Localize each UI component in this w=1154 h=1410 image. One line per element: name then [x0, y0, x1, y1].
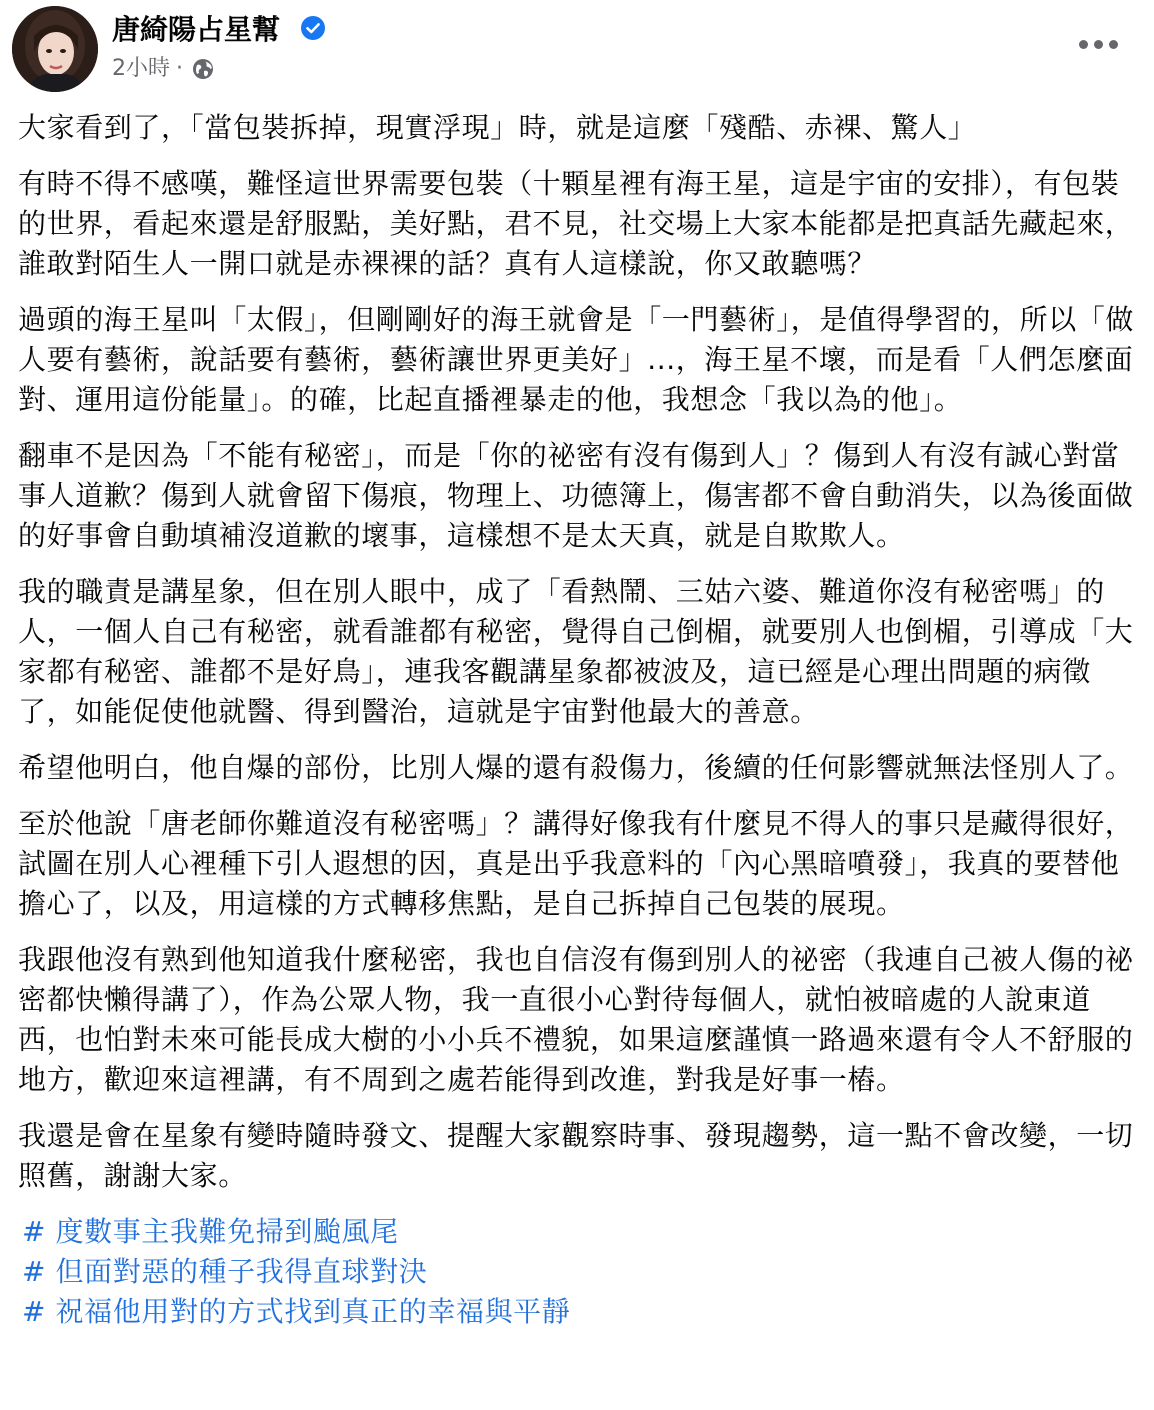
author-name-text[interactable]: 唐綺陽占星幫	[112, 13, 281, 46]
post-paragraph: 我的職責是講星象，但在別人眼中，成了「看熱鬧、三姑六婆、難道你沒有秘密嗎」的人，一個人自己有秘密，就看誰都有秘密，覺得自己倒楣，就要別人也倒楣，引導成「大家都有秘密、誰都不是好鳥」，連我客觀講星象都被波及，這已經是心理出問題的病徵了，如能促使他就醫、得到醫治，這就是宇宙對他最大的善意。	[18, 575, 1134, 728]
more-options-button[interactable]	[1066, 20, 1130, 68]
verified-badge-icon	[300, 15, 326, 41]
author-photo	[12, 6, 98, 92]
post-body	[18, 108, 1134, 1332]
post-header	[0, 0, 1154, 96]
post-paragraph: 過頭的海王星叫「太假」，但剛剛好的海王就會是「一門藝術」，是值得學習的，所以「做人要有藝術，說話要有藝術，藝術讓世界更美好」...，海王星不壞，而是看「人們怎麼面對、運用這份能量」。的確，比起直播裡暴走的他，我想念「我以為的他」。	[18, 303, 1135, 416]
hashtag-list	[18, 1212, 1134, 1332]
post-paragraph: 我還是會在星象有變時隨時發文、提醒大家觀察時事、發現趨勢，這一點不會改變，一切照舊，謝謝大家。	[18, 1119, 1134, 1192]
post-meta	[112, 54, 215, 84]
more-options-icon	[1079, 40, 1088, 49]
post-paragraph: 至於他說「唐老師你難道沒有秘密嗎」？講得好像我有什麼見不得人的事只是藏得很好，試圖在別人心裡種下引人遐想的因，真是出乎我意料的「內心黑暗噴發」，我真的要替他擔心了，以及，用這樣的方式轉移焦點，是自己拆掉自己包裝的展現。	[18, 807, 1134, 920]
more-options-icon-dot	[1094, 40, 1103, 49]
hashtag-link[interactable]: # 度數事主我難免掃到颱風尾	[22, 1215, 399, 1248]
post-paragraph: 翻車不是因為「不能有秘密」，而是「你的祕密有沒有傷到人」？傷到人有沒有誠心對當事人道歉？傷到人就會留下傷痕，物理上、功德簿上，傷害都不會自動消失，以為後面做的好事會自動填補沒道歉的壞事，這樣想不是太天真，就是自欺欺人。	[18, 439, 1134, 552]
globe-icon[interactable]	[191, 57, 215, 81]
post-paragraph: 有時不得不感嘆，難怪這世界需要包裝（十顆星裡有海王星，這是宇宙的安排），有包裝的世界，看起來還是舒服點，美好點，君不見，社交場上大家本能都是把真話先藏起來，誰敢對陌生人一開口就是赤裸裸的話？真有人這樣說，你又敢聽嗎？	[18, 167, 1134, 280]
post-paragraph: 大家看到了，「當包裝拆掉，現實浮現」時，就是這麼「殘酷、赤裸、驚人」	[18, 111, 977, 144]
more-options-icon-dot	[1109, 40, 1118, 49]
hashtag-link[interactable]: # 但面對惡的種子我得直球對決	[22, 1255, 428, 1288]
post-paragraph: 希望他明白，他自爆的部份，比別人爆的還有殺傷力，後續的任何影響就無法怪別人了。	[18, 751, 1134, 784]
meta-separator: ·	[176, 56, 183, 81]
author-avatar[interactable]	[12, 6, 98, 92]
post-timestamp[interactable]: 2小時	[112, 56, 170, 81]
author-name[interactable]	[112, 12, 326, 48]
hashtag-link[interactable]: # 祝福他用對的方式找到真正的幸福與平靜	[22, 1295, 571, 1328]
post-paragraph: 我跟他沒有熟到他知道我什麼秘密，我也自信沒有傷到別人的祕密（我連自己被人傷的祕密都快懶得講了），作為公眾人物，我一直很小心對待每個人，就怕被暗處的人說東道西，也怕對未來可能長成大樹的小小兵不禮貌，如果這麼謹慎一路過來還有令人不舒服的地方，歡迎來這裡講，有不周到之處若能得到改進，對我是好事一樁。	[18, 943, 1134, 1096]
